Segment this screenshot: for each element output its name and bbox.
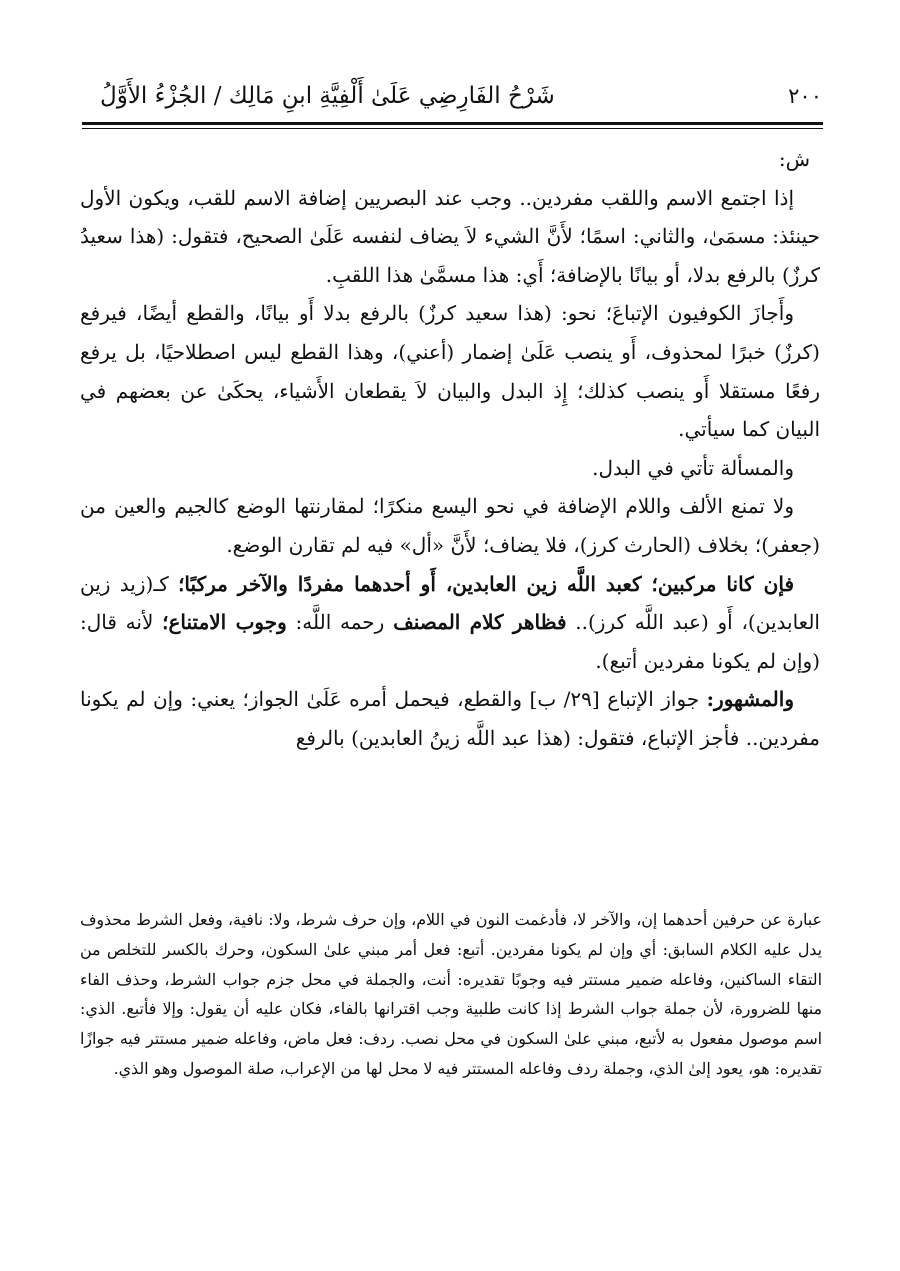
main-text [80, 140, 820, 758]
section-label: ش: [778, 147, 810, 171]
paragraph-2: وأَجازَ الكوفيون الإتباعَ؛ نحو: (هذا سعيد كرزٌ) بالرفع بدلا أَو بيانًا، والقطع أيضًا، فيرفع (كرزٌ) خبرًا لمحذوف، أَو ينصب عَلَىٰ إضمار (أعني)، وهذا القطع ليس اصطلاحيًا، بل يرفع رفعًا مستقلا أَو ينصب كذلك؛ إِذ البدل والبيان لاَ يقطعان الأَشياء، يحكَىٰ عن بعضهم في البيان كما سيأتي. [80, 301, 820, 442]
header-rule-thin [82, 128, 823, 129]
header-rule-thick [82, 122, 823, 125]
running-header [100, 78, 822, 114]
paragraph-6: والمشهور: جواز الإتباع [٢٩/ ب] والقطع، فيحمل أمره عَلَىٰ الجواز؛ يعني: وإن لم يكونا مفردين.. فأجز الإتباع، فتقول: (هذا عبد اللَّه زينُ العابدين) بالرفع [80, 687, 820, 750]
footnote [80, 905, 822, 1084]
paragraph-1: إذا اجتمع الاسم واللقب مفردين.. وجب عند البصريين إضافة الاسم للقب، ويكون الأول حينئذ: مسمَىٰ، والثاني: اسمًا؛ لأَنَّ الشيء لاَ يضاف لنفسه عَلَىٰ الصحيح، فتقول: (هذا سعيدُ كرزٌ) بالرفع بدلا، أو بيانًا بالإضافة؛ أَي: هذا مسمَّىٰ هذا اللقبِ. [80, 185, 820, 287]
paragraph-3: والمسألة تأتي في البدل. [592, 455, 794, 480]
footnote-text: عبارة عن حرفين أحدهما إن، والآخر لا، فأدغمت النون في اللام، وإن حرف شرط، ولا: نافية، وفعل الشرط محذوف يدل عليه الكلام السابق: أي وإن لم يكونا مفردين. أتبع: فعل أمر مبني علىٰ السكون، وحرك بالكسر للتخلص من التقاء الساكنين، وفاعله ضمير مستتر فيه وجوبًا تقديره: أنت، والجملة في محل جزم جواب الشرط، وحذف الفاء منها للضرورة، لأن جملة جواب الشرط إذا كانت طلبية وجب اقترانها بالفاء، فكان عليه أن يقول: وإلا فأتبع. الذي: اسم موصول مفعول به لأتبع، مبني علىٰ السكون في محل نصب. ردف: فعل ماض، وفاعله ضمير مستتر فيه جوازًا تقديره: هو، يعود إلىٰ الذي، وجملة ردف وفاعله المستتر فيه لا محل لها من الإعراب، صلة الموصول وهو الذي. [80, 910, 822, 1078]
page-number: ٢٠٠ [788, 84, 822, 108]
paragraph-5: فإن كانا مركبين؛ كعبد اللَّه زين العابدين، أَو أحدهما مفردًا والآخر مركبًا؛ كـ(زيد زين العابدين)، أَو (عبد اللَّه كرز).. فظاهر كلام المصنف رحمه اللَّه: وجوب الامتناع؛ لأنه قال: (وإن لم يكونا مفردين أتبع). [80, 571, 820, 673]
running-title: شَرْحُ الفَارِضِي عَلَىٰ أَلْفِيَّةِ ابنِ مَالِك / الجُزْءُ الأَوَّلُ [100, 83, 555, 109]
paragraph-4: ولا تمنع الألف واللام الإضافة في نحو اليسع منكرًا؛ لمقارنتها الوضع كالجيم والعين من (جعفر)؛ بخلاف (الحارث كرز)، فلا يضاف؛ لأَنَّ «أل» فيه لم تقارن الوضع. [80, 494, 820, 557]
